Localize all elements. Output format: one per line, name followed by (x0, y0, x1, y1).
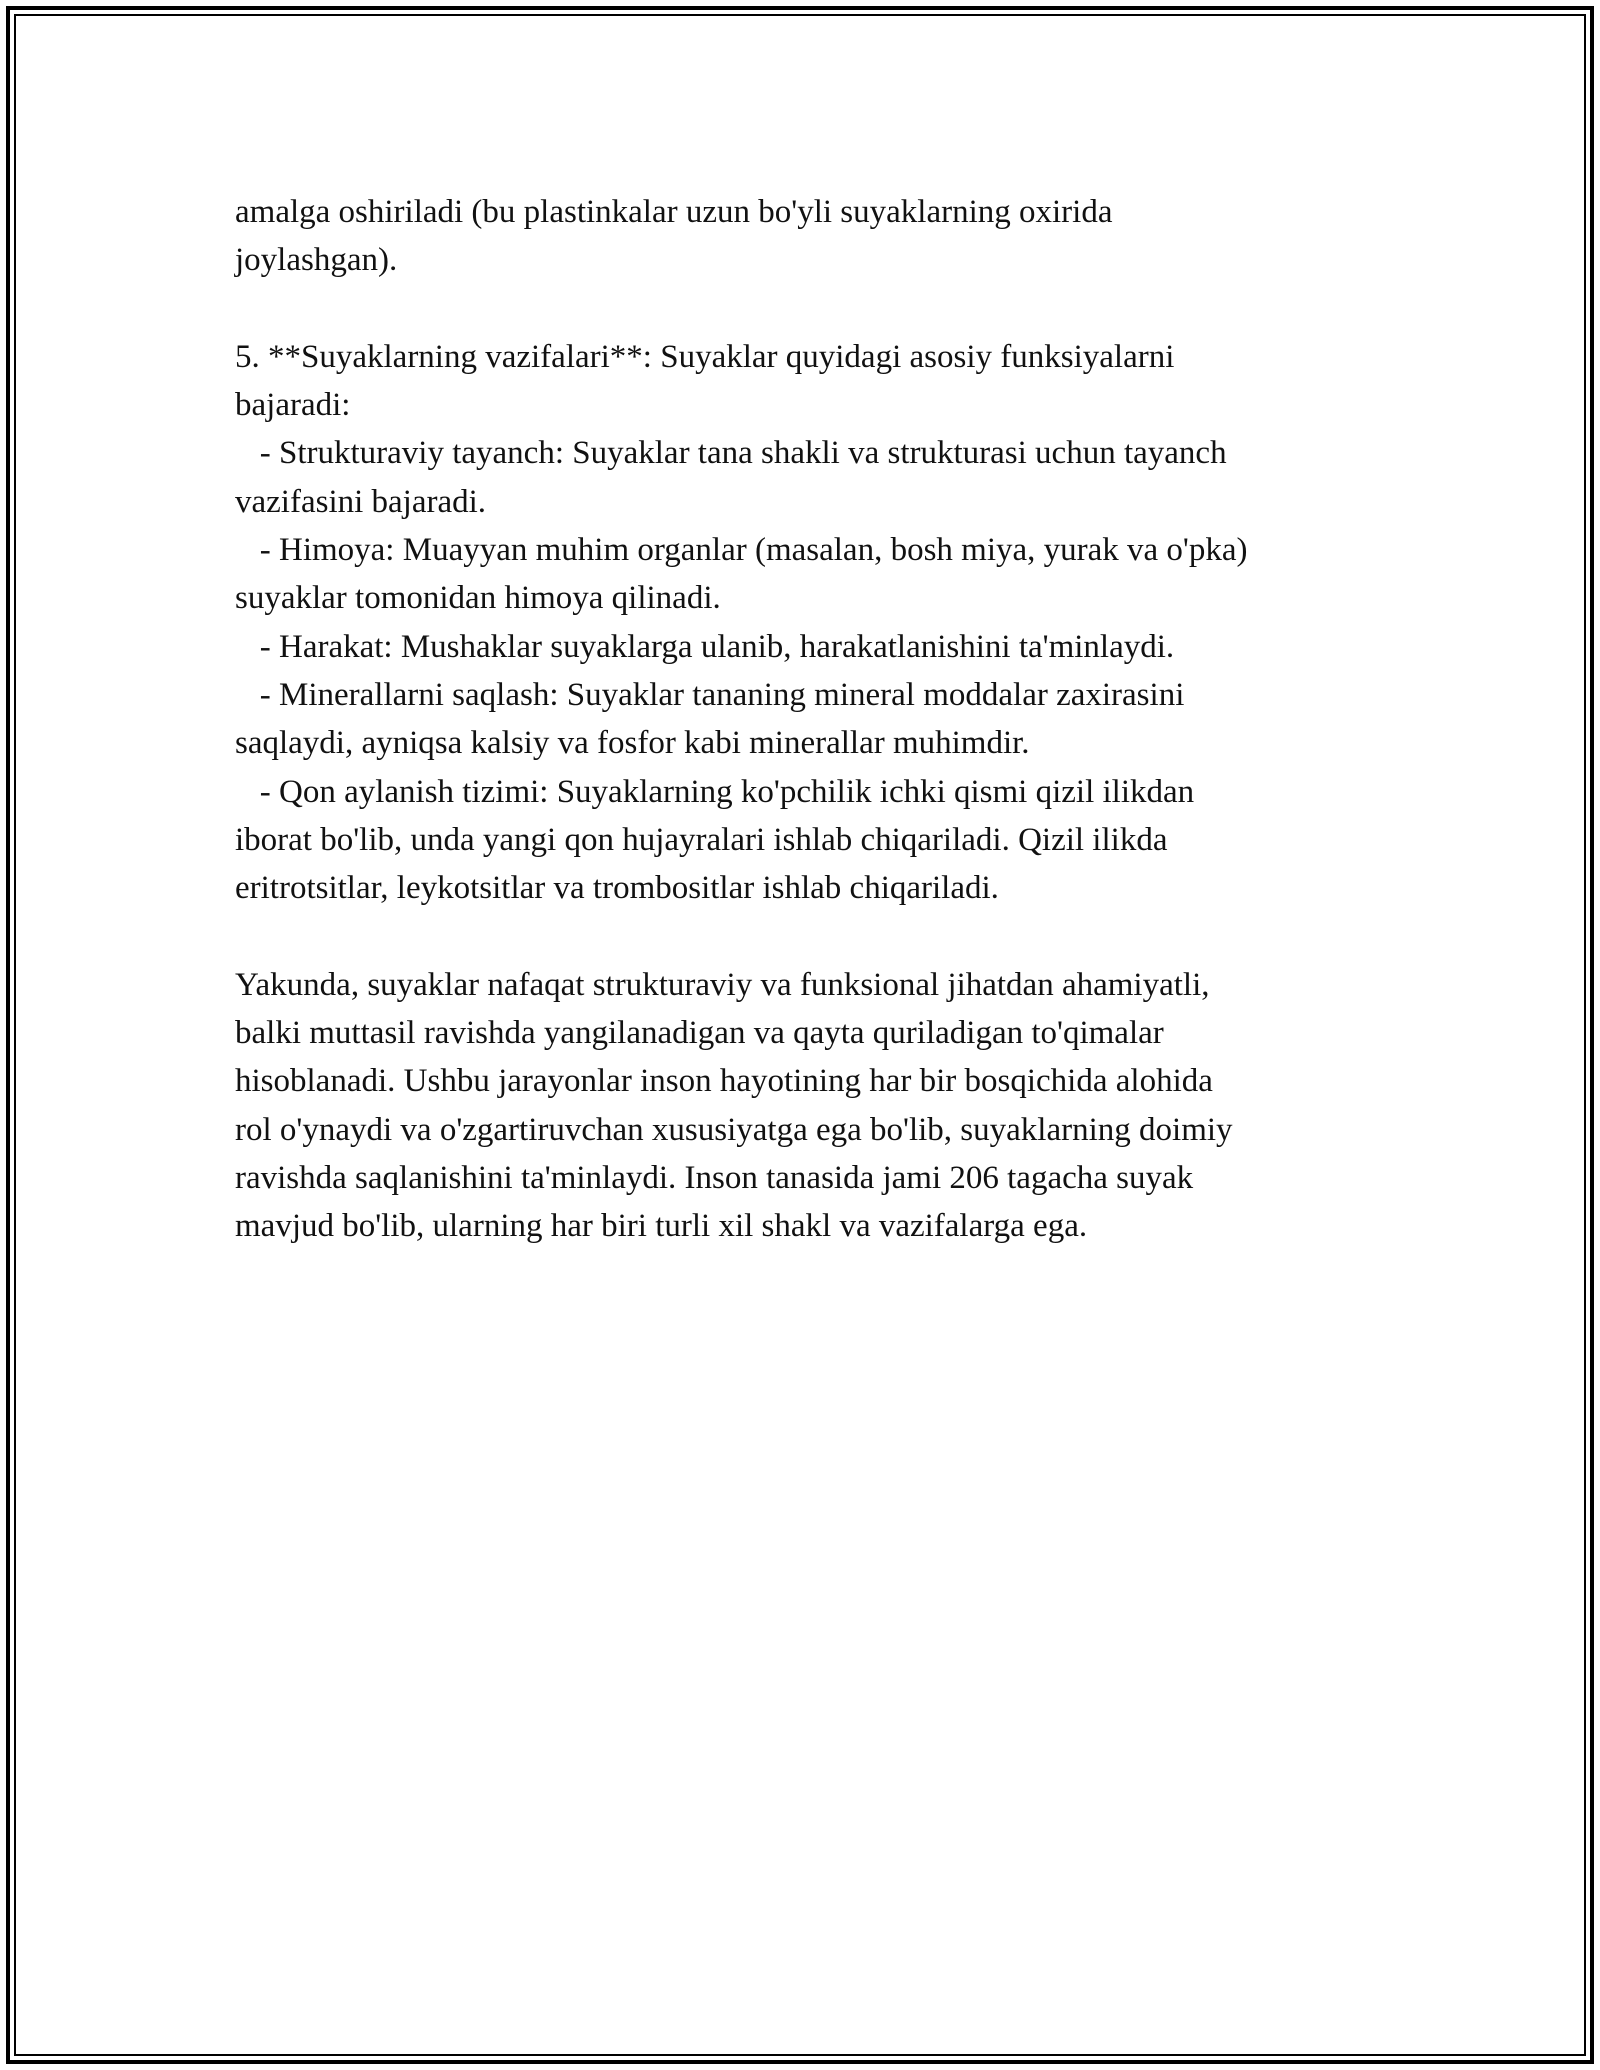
text-line: saqlaydi, ayniqsa kalsiy va fosfor kabi minerallar muhimdir. (235, 725, 1030, 762)
list-item-line: - Minerallarni saqlash: Suyaklar tananing mineral moddalar zaxirasini (235, 676, 1185, 713)
text-line: rol o'ynaydi va o'zgartiruvchan xususiyatga ega bo'lib, suyaklarning doimiy (235, 1111, 1233, 1148)
text-line: ravishda saqlanishini ta'minlaydi. Inson tanasida jami 206 tagacha suyak (235, 1159, 1194, 1196)
text-line: balki muttasil ravishda yangilanadigan va qayta quriladigan to'qimalar (235, 1015, 1164, 1052)
list-item-line: - Strukturaviy tayanch: Suyaklar tana shakli va strukturasi uchun tayanch (235, 435, 1227, 472)
text-line: amalga oshiriladi (bu plastinkalar uzun bo'yli suyaklarning oxirida (235, 194, 1113, 230)
text-line: suyaklar tomonidan himoya qilinadi. (235, 580, 721, 617)
text-line: vazifasini bajaradi. (235, 483, 487, 520)
paragraph-gap (235, 285, 1415, 333)
text-line: bajaradi: (235, 387, 351, 424)
document-body (235, 188, 1415, 1251)
text-line: eritrotsitlar, leykotsitlar va trombositlar ishlab chiqariladi. (235, 870, 999, 907)
text-line: 5. **Suyaklarning vazifalari**: Suyaklar quyidagi asosiy funksiyalarni (235, 338, 1175, 375)
list-item-line: - Harakat: Mushaklar suyaklarga ulanib, harakatlanishini ta'minlaydi. (235, 628, 1175, 665)
list-item-line: - Himoya: Muayyan muhim organlar (masalan, bosh miya, yurak va o'pka) (235, 532, 1248, 569)
list-item-line: - Qon aylanish tizimi: Suyaklarning ko'pchilik ichki qismi qizil ilikdan (235, 773, 1195, 810)
text-line: joylashgan). (235, 242, 398, 279)
text-line: mavjud bo'lib, ularning har biri turli xil shakl va vazifalarga ega. (235, 1208, 1088, 1245)
text-line: iborat bo'lib, unda yangi qon hujayralari ishlab chiqariladi. Qizil ilikda (235, 821, 1168, 858)
text-line: hisoblanadi. Ushbu jarayonlar inson hayotining har bir bosqichida alohida (235, 1063, 1213, 1100)
paragraph-gap (235, 912, 1415, 960)
text-line: Yakunda, suyaklar nafaqat strukturaviy va funksional jihatdan ahamiyatli, (235, 966, 1210, 1003)
